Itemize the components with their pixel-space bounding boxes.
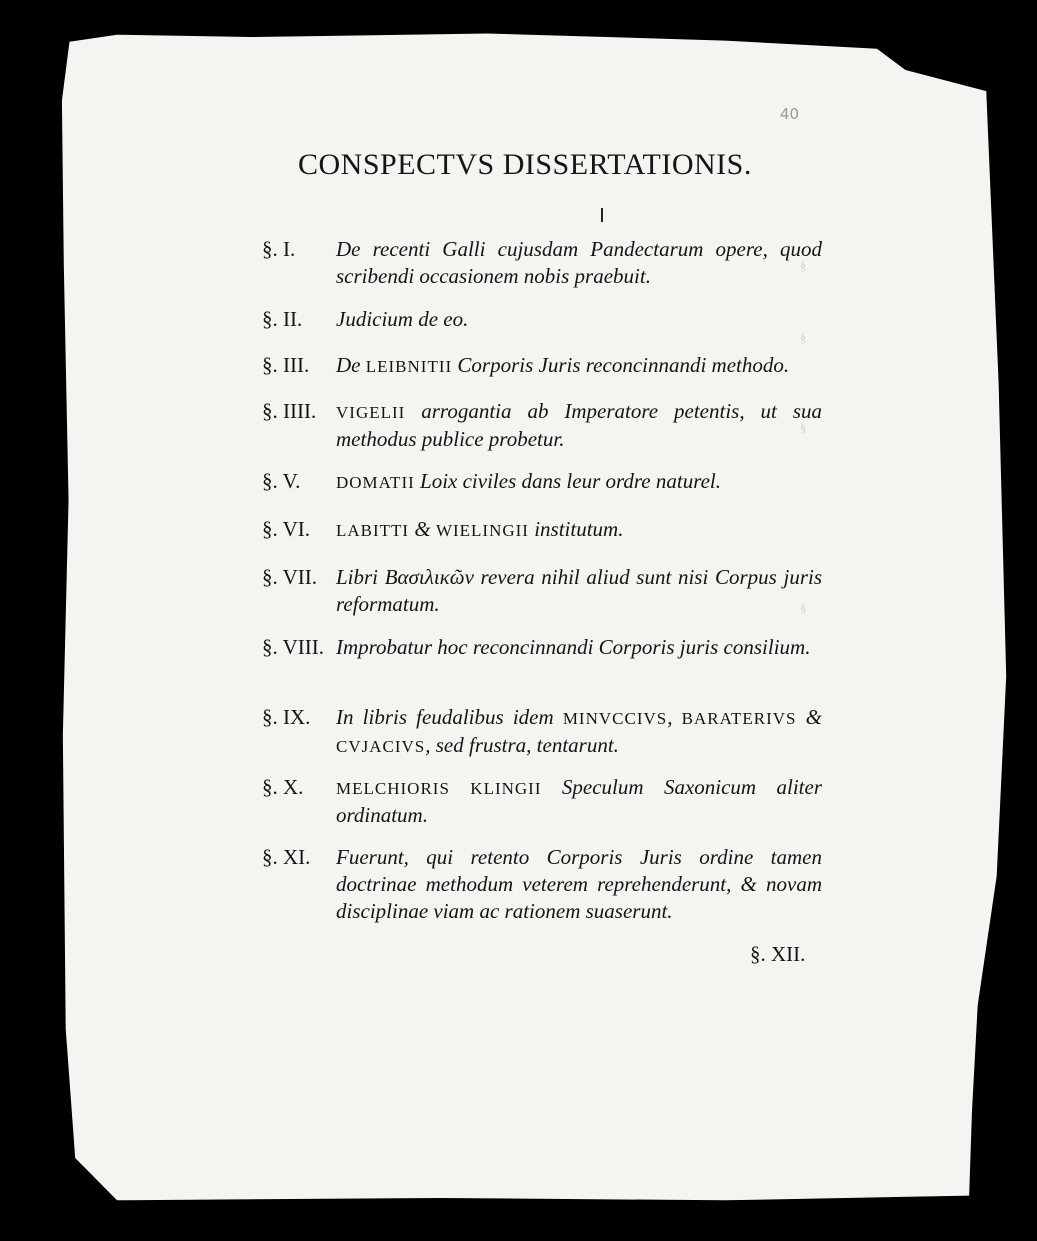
section-mark: §. IIII. <box>262 399 317 423</box>
entry-text: Judicium de eo. <box>336 307 469 331</box>
toc-entry-2 <box>262 306 822 333</box>
entry-text: VIGELII arrogantia ab Imperatore petentis, ut sua methodus publice probetur. <box>336 399 822 451</box>
entry-text: De recenti Galli cujusdam Pandectarum opere, quod scribendi occasionem nobis praebuit. <box>336 237 822 288</box>
section-mark: §. V. <box>262 469 301 493</box>
section-mark: §. II. <box>262 307 303 331</box>
toc-entry-5 <box>262 468 822 496</box>
toc-entry-9 <box>262 704 822 760</box>
section-mark: §. VII. <box>262 565 318 589</box>
print-mark <box>601 208 603 222</box>
entry-text: Fuerunt, qui retento Corporis Juris ordine tamen doctrinae methodum veterem reprehenderunt, & novam disciplinae viam ac rationem suaserunt. <box>336 845 822 923</box>
section-mark: §. VI. <box>262 517 311 541</box>
bleed-through-mark: § <box>800 330 807 345</box>
toc-entry-7 <box>262 564 822 618</box>
bleed-through-mark: § <box>800 420 807 435</box>
section-mark: §. IX. <box>262 705 311 729</box>
entry-text: DOMATII Loix civiles dans leur ordre naturel. <box>336 469 721 493</box>
bleed-through-mark: § <box>800 258 807 273</box>
toc-entry-10 <box>262 774 822 829</box>
toc-entry-3 <box>262 352 822 380</box>
entry-text: Libri Βασιλικῶν revera nihil aliud sunt nisi Corpus juris reformatum. <box>336 565 822 616</box>
section-mark: §. XI. <box>262 845 311 869</box>
toc-entry-6 <box>262 516 822 544</box>
entry-text: Improbatur hoc reconcinnandi Corporis juris consilium. <box>336 635 811 659</box>
toc-entry-8 <box>262 634 822 661</box>
entry-text: MELCHIORIS KLINGII Speculum Saxonicum aliter ordinatum. <box>336 775 822 827</box>
toc-entry-4 <box>262 398 822 453</box>
page-number: 40 <box>780 105 800 123</box>
entry-text: LABITTI & WIELINGII institutum. <box>336 517 624 541</box>
bleed-through-mark: § <box>800 600 807 615</box>
page-title: CONSPECTVS DISSERTATIONIS. <box>298 148 752 181</box>
section-mark: §. III. <box>262 353 310 377</box>
section-mark: §. I. <box>262 237 296 261</box>
toc-entry-11 <box>262 844 822 925</box>
entry-text: De LEIBNITII Corporis Juris reconcinnandi methodo. <box>336 353 790 377</box>
entry-text: In libris feudalibus idem MINVCCIVS, BARATERIVS & CVJACIVS, sed frustra, tentarunt. <box>336 705 822 757</box>
toc-entry-1 <box>262 236 822 290</box>
section-mark: §. VIII. <box>262 635 325 659</box>
catchword: §. XII. <box>750 942 806 966</box>
section-mark: §. X. <box>262 775 304 799</box>
